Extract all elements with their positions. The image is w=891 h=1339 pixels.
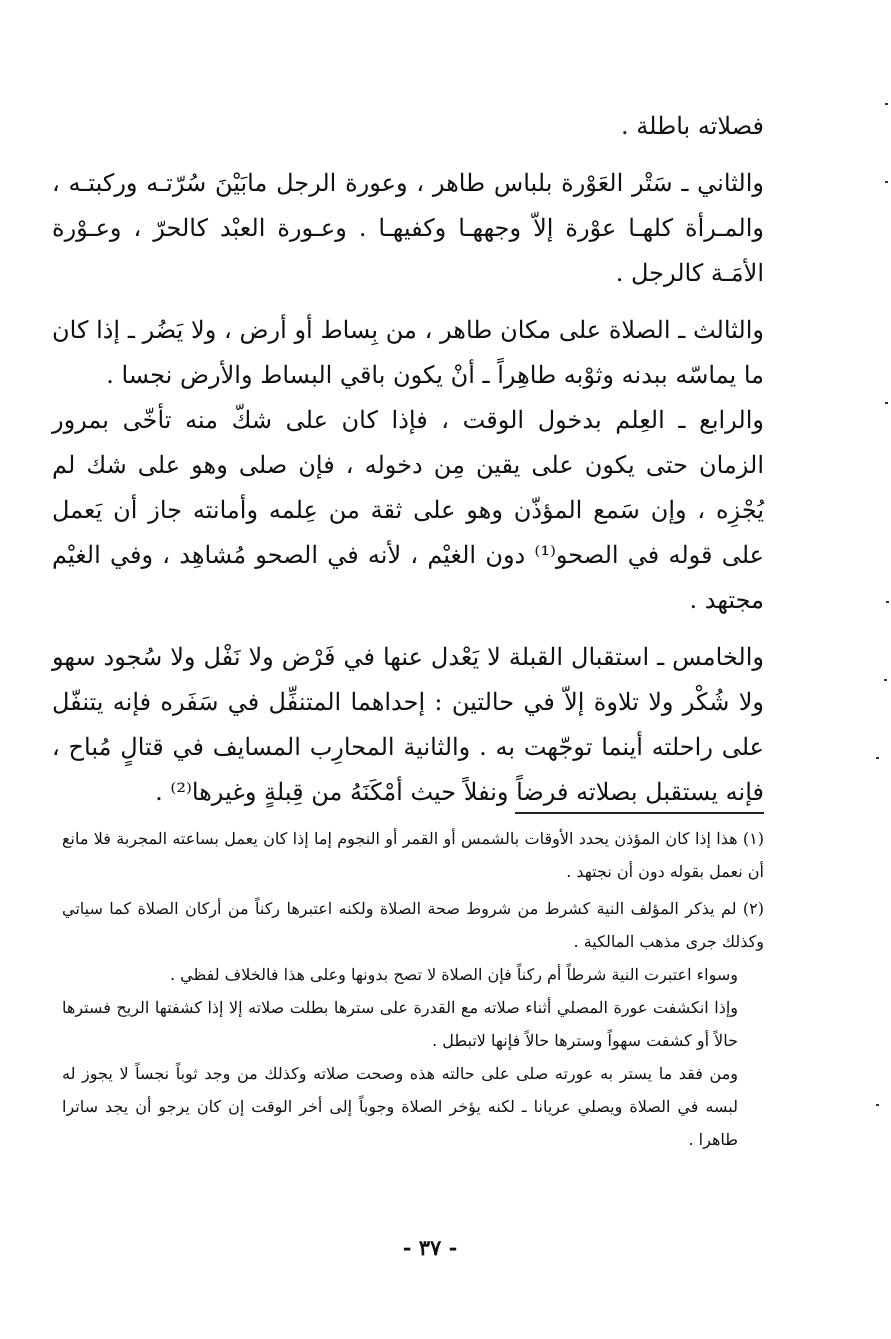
scan-speck [876,757,879,759]
paragraph-third-condition: والثالث ـ الصلاة على مكان طاهر ، من بِساط أو أرض ، ولا يَضُر ـ إذا كان ما يماسّه ببدنه وثوْبه طاهِراً ـ أنْ يكون باقي البساط والأرض نجسا . [52,316,764,389]
scan-speck [886,601,889,603]
paragraph-second-condition: والثاني ـ سَتْر العَوْرة بلباس طاهر ، وعورة الرجل مابَيْنَ سُرّتـه وركبتـه ، والمـرأة كلهـا عوْرة إلاّ وجههـا وكفيهـا . وعـورة العبْد كالحرّ ، وعـوْرة الأمَـة كالرجل . [52,169,764,287]
page-number: - ٣٧ - [402,1235,458,1260]
footnote-2-continued-b: وإذا انكشفت عورة المصلي أثناء صلاته مع القدرة على سترها بطلت صلاته إلا إذا كشفتها الريح فسترها حالاً أو كشفت سهواً وسترها حالاً فإنها لاتبطل . [62,998,738,1050]
scan-speck [884,679,887,681]
footnote-1: (١) هذا إذا كان المؤذن يحدد الأوقات بالشمس أو القمر أو النجوم إما إذا كان يعمل بساعته المجربة فلا مانع أن نعمل بقوله دون أن نجتهد . [62,829,764,881]
footnote-2-continued-c: ومن فقد ما يستر به عورته صلى على حالته هذه وصحت صلاته وكذلك من وجد ثوباً نجساً لا يجوز له لبسه في الصلاة ويصلي عريانا ـ لكنه يؤخر الصلاة وجوباً إلى أخر الوقت إن كان يرجو أن يجد ساترا طاهرا . [62,1064,738,1149]
footnote-2-continued-a: وسواء اعتبرت النية شرطاً أم ركناً فإن الصلاة لا تصح بدونها وعلى هذا فالخلاف لفظي . [169,965,738,984]
paragraph-fourth-condition: والرابع ـ العِلم بدخول الوقت ، فإذا كان على شكّ منه تأخّى بمرور الزمان حتى يكون على يقين مِن دخوله ، فإن صلى وهو على شك لم يُجْزِه ، وإن سَمع المؤذّن وهو على ثقة من عِلمه وأمانته جاز أن يَعمل على قوله في الصحو⁽¹⁾ دون الغيْم ، لأنه في الصحو مُشاهِد ، وفي الغيْم مجتهد . [52,406,765,614]
scan-speck [876,1104,879,1106]
footnotes [62,822,764,1156]
footnote-2: (٢) لم يذكر المؤلف النية كشرط من شروط صحة الصلاة ولكنه اعتبرها ركناً من أركان الصلاة كما سياتي وكذلك جرى مذهب المالكية . [62,899,764,951]
paragraph-fifth-condition: والخامس ـ استقبال القبلة لا يَعْدل عنها في فَرْض ولا نَفْل ولا سُجود سهو ولا شُكْر ولا تلاوة إلاّ في حالتين : إحداهما المتنفِّل في سَفَره فإنه يتنفّل على راحلته أينما توجّهت به . والثانية المحارِب المسايف في قتالٍ مُباح ، فإنه يستقبل بصلاته فرضاً ونفلاً حيث أمْكَنَهُ من قِبلةٍ وغيرها⁽²⁾ . [52,643,764,806]
scan-speck [885,402,888,404]
paragraph-closing: فصلاته باطلة . [621,112,764,140]
main-text [52,104,764,815]
footnote-separator [515,812,764,814]
scan-speck [885,181,888,183]
scan-speck [885,103,888,105]
